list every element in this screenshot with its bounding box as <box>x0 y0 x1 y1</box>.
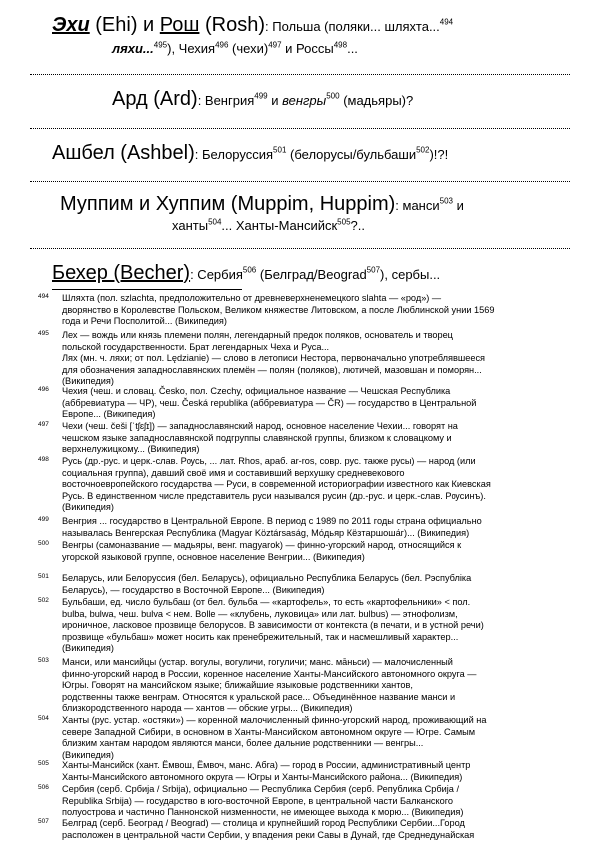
footnote-line: Русь. В единственном числе представитель руси назывался русин (др.-рус. и церк.-слав. Рѹсинъ). <box>62 490 486 501</box>
footnote-line: родственны также венграм. Относятся к уральской расе... Объединённое название манси и <box>62 691 456 702</box>
heading-rest: ), сербы... <box>380 267 441 282</box>
heading-muppim-huppim <box>60 193 464 216</box>
footnote-text <box>62 421 562 456</box>
footnote-line: Чехи (чеш. češi [ˈtʃɛʃɪ]) — западнославянский народ, основное население Чехии... говорят на <box>62 421 458 431</box>
footnote-text <box>62 657 562 715</box>
heading-term: Рош <box>159 14 200 36</box>
heading-text: (Rosh) <box>199 14 266 36</box>
heading-ashbel <box>52 142 448 165</box>
heading-muppim-huppim-line2 <box>172 218 365 233</box>
footnote-text <box>62 540 562 563</box>
heading-rest: ?.. <box>350 218 365 233</box>
heading-rest: ханты <box>172 218 209 233</box>
heading-ard <box>112 88 413 111</box>
footnote-rule <box>52 289 242 290</box>
footnote-line: прозвище «бульбаш» может носить как пренебрежительный, так и насмешливый характер... <box>62 631 459 642</box>
heading-rest: ... <box>347 41 358 56</box>
footnote-line: (аббревиатура — ЧР), чеш. Česká republika (аббревиатура — ČR) — государство в Центральной <box>62 397 477 408</box>
footnote-line: (Википедия) <box>62 502 114 513</box>
heading-rest: и <box>452 198 464 213</box>
divider <box>30 74 570 75</box>
footnote-number: 496 <box>38 386 49 393</box>
footnote-text <box>62 386 562 421</box>
footnote-line: Ханты (рус. устар. «остяки») — коренной малочисленный финно-угорский народ, проживающий на <box>62 715 487 725</box>
footnote-text <box>62 330 562 388</box>
heading-rest: (чехи) <box>228 41 269 56</box>
footnote-text <box>62 784 562 819</box>
heading-rest: (белорусы/бульбаши <box>286 147 417 162</box>
footnote-ref[interactable]: 504 <box>208 217 222 227</box>
footnote-line: Белград (серб. Београд / Beograd) — столица и крупнейший город Республики Сербии...Город <box>62 818 465 828</box>
footnote-ref[interactable]: 505 <box>337 217 351 227</box>
footnote-ref[interactable]: 502 <box>416 145 430 155</box>
footnote-number: 504 <box>38 715 49 722</box>
footnote-number: 503 <box>38 657 49 664</box>
divider <box>30 181 570 182</box>
footnote-line: Лех — вождь или князь племени полян, легендарный предок поляков, основатель и творец <box>62 330 453 340</box>
footnote-text <box>62 597 562 655</box>
footnote-line: ироничное, ласковое прозвище белорусов. В зависимости от контекста (в печати, и в устной речи) <box>62 620 484 631</box>
footnote-text <box>62 715 562 761</box>
heading-rest: и <box>267 93 283 108</box>
divider <box>30 128 570 129</box>
footnote-ref[interactable]: 499 <box>254 91 268 101</box>
footnote-line: bulba, bulwa, чеш. bulva < нем. Bolle — «клубень, луковица» или лат. bulbus) — этнофолизм, <box>62 608 458 619</box>
footnote-line: Югры. Говорят на мансийском языке; ближайшие языковые родственники хантов, <box>62 680 413 691</box>
heading-rest: : манси <box>395 198 440 213</box>
heading-ehi-rosh <box>52 14 453 37</box>
footnote-line: для обозначения западнославянских племён — полян (поляков), лютичей, мазовшан и поморян... <box>62 364 482 375</box>
footnote-ref[interactable]: 500 <box>326 91 340 101</box>
footnote-number: 501 <box>38 573 49 580</box>
footnote-text <box>62 573 562 596</box>
footnote-line: верхнелужицкому... (Википедия) <box>62 444 200 455</box>
footnote-line: социальная группа), давший своё имя и составивший верхушку средневекового <box>62 467 405 478</box>
footnote-number: 506 <box>38 784 49 791</box>
footnote-ref[interactable]: 494 <box>439 17 454 27</box>
footnote-ref[interactable]: 498 <box>333 40 348 50</box>
footnote-number: 499 <box>38 516 49 523</box>
footnote-number: 500 <box>38 540 49 547</box>
heading-ehi-rosh-line2 <box>112 41 358 56</box>
footnote-line: близким хантам народом являются манси, более дальние родственники — венгры... <box>62 738 424 749</box>
footnote-line: Сербия (серб. Србија / Srbija), официально — Республика Сербия (серб. Република Србија / <box>62 784 460 794</box>
footnote-text <box>62 818 562 841</box>
heading-rest: : Венгрия <box>197 93 255 108</box>
footnote-ref[interactable]: 495 <box>153 40 168 50</box>
footnote-ref[interactable]: 507 <box>366 265 381 275</box>
footnote-line: Шляхта (пол. szlachta, предположительно от древневерхненемецкого slahta — «род») — <box>62 293 442 303</box>
footnote-line: Ханты-Мансийск (хант. Ёмвош, Ёмвоч, манс. Абга) — город в России, административный центр <box>62 760 471 770</box>
footnote-line: года и Речи Посполитой... (Википедия) <box>62 316 227 327</box>
footnote-line: угорской языковой группе, основное население Венгрии... (Википедия) <box>62 551 365 562</box>
footnote-line: Беларусь, или Белоруссия (бел. Беларусь), официально Республика Беларусь (бел. Рэспубліка <box>62 573 472 583</box>
divider <box>30 248 570 249</box>
footnote-text <box>62 760 562 783</box>
footnote-line: называлась Венгерская Республика (Magyar Köztársaság, Мо́дьяр Кёзтаршоша́г)... (Википедия) <box>62 527 470 538</box>
heading-term: Бехер (Becher) <box>52 262 191 284</box>
heading-rest: ляхи... <box>112 41 154 56</box>
footnote-number: 497 <box>38 421 49 428</box>
footnote-line: Европе... (Википедия) <box>62 409 156 420</box>
footnote-line: чешском языке западнославянской подгруппы славянской группы, близком к словацкому и <box>62 432 452 443</box>
footnote-line: Чехия (чеш. и словац. Česko, пол. Czechy, официальное название — Чешская Республика <box>62 386 451 396</box>
heading-rest: (Белград/Beograd <box>256 267 367 282</box>
footnote-line: Бульбаши, ед. число бульбаш (от бел. бульба — «картофель», то есть «картофельники» < пол. <box>62 597 471 607</box>
footnote-line: финно-угорский народ в России, коренное население Ханты-Мансийского автономного округа — <box>62 668 477 679</box>
heading-text: (Ehi) и <box>89 14 160 36</box>
footnote-ref[interactable]: 503 <box>439 196 453 206</box>
heading-term: Ард (Ard) <box>112 88 198 110</box>
footnote-line: Венгрия ... государство в Центральной Европе. В период с 1989 по 2011 годы страна официально <box>62 516 482 526</box>
footnote-line: Русь (др.-рус. и церк.-слав. Рѹсь, ... лат. Rhos, араб. ar-ros, совр. рус. также русы) — народ (или <box>62 456 476 466</box>
footnote-line: Венгры (самоназвание — мадьяры, венг. magyarok) — финно-угорский народ, относящийся к <box>62 540 462 550</box>
footnote-line: севере Западной Сибири, в основном в Ханты-Мансийском автономном округе — Югре. Самым <box>62 726 476 737</box>
heading-rest: ... Ханты-Мансийск <box>221 218 338 233</box>
footnote-line: близкородственного народа — хантов — обские угры... (Википедия) <box>62 703 353 714</box>
footnote-number: 494 <box>38 293 49 300</box>
heading-rest: и Россы <box>281 41 334 56</box>
footnote-line: польской государственности. Брат легендарных Чеха и Руса... <box>62 341 330 352</box>
footnote-line: восточноевропейского государства — Руси, в современной историографии известного как Киевская <box>62 479 491 490</box>
heading-rest: )!?! <box>429 147 449 162</box>
footnote-number: 498 <box>38 456 49 463</box>
heading-term: Муппим и Хуппим (Muppim, Huppim) <box>60 193 396 215</box>
footnote-line: Манси, или мансийцы (устар. вогулы, вогуличи, гогуличи; манс. мāньси) — малочисленный <box>62 657 453 667</box>
footnote-line: (Википедия) <box>62 749 114 760</box>
heading-rest: : Сербия <box>190 267 243 282</box>
footnote-line: Ханты-Мансийского автономного округа — Югры и Ханты-Мансийского района... (Википедия) <box>62 771 463 782</box>
footnote-ref[interactable]: 497 <box>268 40 282 50</box>
footnote-line: Лях (мн. ч. ляхи; от пол. Lędzianie) — слово в летописи Нестора, первоначально употреблявшееся <box>62 353 486 364</box>
footnote-ref[interactable]: 501 <box>273 145 287 155</box>
footnote-number: 507 <box>38 818 49 825</box>
footnote-text <box>62 456 562 514</box>
heading-term: Ашбел (Ashbel) <box>52 142 195 164</box>
footnote-number: 502 <box>38 597 49 604</box>
footnote-line: полуострова и частично Паннонской низменности, не имеющее выхода к морю... (Википедия) <box>62 807 464 818</box>
heading-becher <box>52 262 440 285</box>
heading-rest: ), Чехия <box>167 41 216 56</box>
heading-rest: (мадьяры)? <box>339 93 414 108</box>
footnote-line: дворянство в Королевстве Польском, Великом княжестве Литовском, а после Люблинской унии 1569 <box>62 304 495 315</box>
footnote-number: 495 <box>38 330 49 337</box>
heading-rest: : Белоруссия <box>194 147 274 162</box>
footnote-text <box>62 516 562 539</box>
heading-rest: венгры <box>282 93 327 108</box>
heading-rest: : Польша (поляки... шляхта... <box>265 19 440 34</box>
footnote-line: Republika Srbija) — государство в юго-восточной Европе, в центральной части Балканского <box>62 795 454 806</box>
footnote-line: (Википедия) <box>62 643 114 654</box>
footnote-number: 505 <box>38 760 49 767</box>
footnote-line: Беларусь), — государство в Восточной Европе... (Википедия) <box>62 584 325 595</box>
heading-term: Эхи <box>52 14 90 36</box>
footnote-line: (Википедия) <box>62 376 114 387</box>
footnote-text <box>62 293 562 328</box>
footnote-ref[interactable]: 506 <box>242 265 257 275</box>
footnote-ref[interactable]: 496 <box>215 40 229 50</box>
footnote-line: расположен в центральной части Сербии, у впадения реки Савы в Дунай, где Среднедунайская <box>62 829 475 840</box>
